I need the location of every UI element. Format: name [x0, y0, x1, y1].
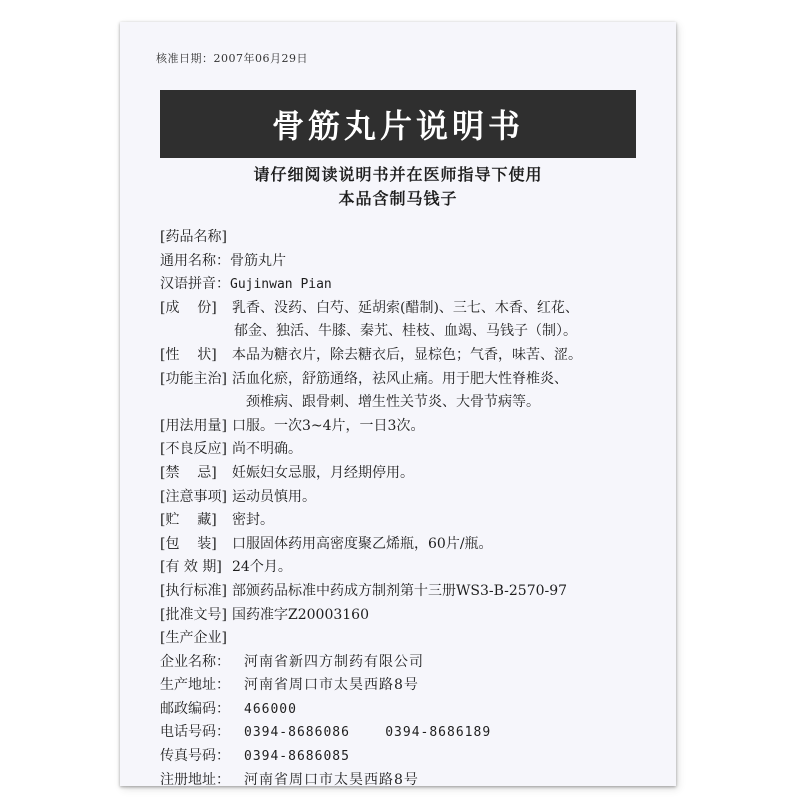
appearance-row: [160, 344, 660, 368]
postcode-label: 邮政编码：: [160, 700, 230, 717]
indications-value: 活血化瘀，舒筋通络，祛风止痛。用于肥大性脊椎炎、: [232, 370, 568, 387]
phone-value: 0394-8686086 0394-8686189: [244, 725, 492, 741]
ingredients-continuation: 郁金、独活、牛膝、秦艽、桂枝、血竭、马钱子（制）。: [234, 323, 577, 340]
production-address-row: [160, 674, 660, 698]
company-name-value: 河南省新四方制药有限公司: [244, 653, 424, 670]
indications-label: [功能主治]: [160, 370, 227, 387]
adverse-value: 尚不明确。: [232, 441, 302, 458]
adverse-row: [160, 438, 660, 462]
dosage-row: [160, 415, 660, 439]
indications-row: [160, 368, 660, 392]
fax-label: 传真号码：: [160, 748, 230, 765]
validity-value: 24个月。: [232, 559, 292, 576]
contraindications-label: [禁 忌]: [160, 464, 217, 481]
package-value: 口服固体药用高密度聚乙烯瓶，60片/瓶。: [232, 535, 493, 552]
standard-label: [执行标准]: [160, 582, 227, 599]
phone-label: 电话号码：: [160, 724, 230, 741]
pinyin-label: 汉语拼音：: [160, 276, 230, 293]
production-address-label: 生产地址：: [160, 677, 230, 694]
approval-number-row: [160, 604, 660, 628]
package-row: [160, 533, 660, 557]
ingredients-label: [成 份]: [160, 299, 217, 316]
company-name-label: 企业名称：: [160, 653, 230, 670]
postcode-value: 466000: [244, 701, 297, 717]
leaflet-body: [160, 226, 660, 792]
generic-name-row: [160, 250, 660, 274]
drug-name-header: [药品名称]: [160, 229, 227, 245]
pinyin-row: [160, 273, 660, 297]
approval-number-value: 国药准字Z20003160: [232, 606, 369, 623]
dosage-value: 口服。一次3~4片，一日3次。: [232, 417, 425, 434]
registered-address-label: 注册地址：: [160, 771, 230, 788]
pinyin-value: Gujinwan Pian: [230, 277, 332, 293]
title-banner: [160, 90, 636, 158]
precautions-label: [注意事项]: [160, 488, 227, 505]
production-address-value: 河南省周口市太昊西路8号: [244, 677, 419, 694]
phone-row: [160, 721, 660, 745]
contraindications-value: 妊娠妇女忌服，月经期停用。: [232, 464, 414, 481]
standard-value: 部颁药品标准中药成方制剂第十三册WS3-B-2570-97: [232, 582, 568, 599]
ingredients-value: 乳香、没药、白芍、延胡索(醋制)、三七、木香、红花、: [232, 299, 579, 316]
validity-label: [有 效 期]: [160, 559, 222, 576]
generic-name-value: 骨筋丸片: [230, 252, 286, 269]
instruction-leaflet: [120, 22, 676, 786]
indications-continuation: 颈椎病、跟骨刺、增生性关节炎、大骨节病等。: [246, 394, 540, 411]
fax-value: 0394-8686085: [244, 749, 350, 765]
approval-number-label: [批准文号]: [160, 606, 227, 623]
appearance-value: 本品为糖衣片，除去糖衣后，显棕色；气香，味苦、涩。: [232, 346, 582, 363]
warning-contains-strychnos: 本品含制马钱子: [338, 189, 458, 208]
ingredients-row: [160, 297, 660, 321]
registered-address-row: [160, 769, 660, 793]
appearance-label: [性 状]: [160, 346, 217, 363]
precautions-value: 运动员慎用。: [232, 488, 316, 505]
precautions-row: [160, 486, 660, 510]
validity-row: [160, 556, 660, 580]
generic-name-label: 通用名称：: [160, 252, 230, 269]
registered-address-value: 河南省周口市太昊西路8号: [244, 771, 419, 788]
document-title: 骨筋丸片说明书: [271, 107, 524, 145]
postcode-row: [160, 698, 660, 722]
approval-date: 核准日期：2007年06月29日: [156, 52, 308, 65]
manufacturer-header: [生产企业]: [160, 630, 227, 647]
fax-row: [160, 745, 660, 769]
storage-row: [160, 509, 660, 533]
standard-row: [160, 580, 660, 604]
package-label: [包 装]: [160, 535, 217, 552]
contraindications-row: [160, 462, 660, 486]
storage-label: [贮 藏]: [160, 512, 217, 529]
storage-value: 密封。: [232, 512, 274, 529]
warning-read-carefully: 请仔细阅读说明书并在医师指导下使用: [253, 165, 543, 184]
company-name-row: [160, 651, 660, 675]
dosage-label: [用法用量]: [160, 417, 227, 434]
manufacturer-info: [160, 651, 660, 793]
adverse-label: [不良反应]: [160, 441, 227, 458]
